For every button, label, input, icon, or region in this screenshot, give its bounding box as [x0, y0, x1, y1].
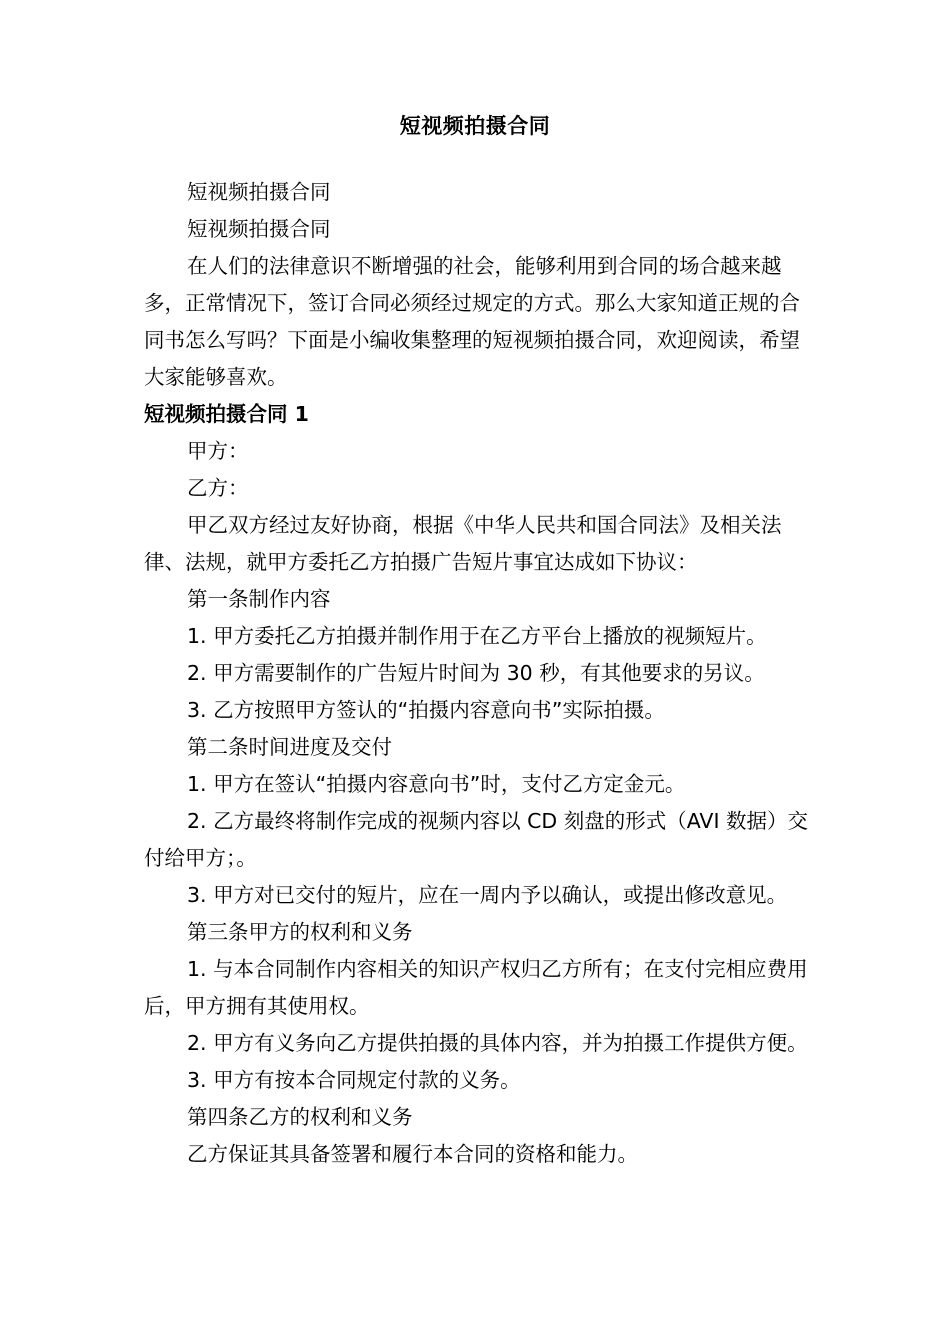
body-paragraph: 3. 乙方按照甲方签认的“拍摄内容意向书”实际拍摄。 — [187, 698, 665, 722]
document-title: 短视频拍摄合同 — [399, 114, 551, 138]
body-paragraph: 在人们的法律意识不断增强的社会，能够利用到合同的场合越来越多，正常情况下，签订合同必须经过规定的方式。那么大家知道正规的合同书怎么写吗？下面是小编收集整理的短视频拍摄合同，欢迎阅读，希望大家能够喜欢。 — [144, 254, 800, 389]
body-paragraph: 第三条甲方的权利和义务 — [187, 920, 413, 944]
body-paragraph: 短视频拍摄合同 — [187, 217, 331, 241]
body-paragraph: 1. 与本合同制作内容相关的知识产权归乙方所有；在支付完相应费用后，甲方拥有其使用权。 — [144, 957, 808, 1018]
body-paragraph: 甲方： — [187, 439, 249, 463]
body-paragraph: 3. 甲方有按本合同规定付款的义务。 — [187, 1068, 521, 1092]
body-paragraph: 乙方： — [187, 476, 249, 500]
body-paragraph: 第二条时间进度及交付 — [187, 735, 392, 759]
body-paragraph: 2. 甲方有义务向乙方提供拍摄的具体内容，并为拍摄工作提供方便。 — [187, 1031, 808, 1055]
body-paragraph: 2. 甲方需要制作的广告短片时间为 30 秒，有其他要求的另议。 — [187, 661, 765, 685]
body-paragraph: 3. 甲方对已交付的短片，应在一周内予以确认，或提出修改意见。 — [187, 883, 788, 907]
body-paragraph: 甲乙双方经过友好协商，根据《中华人民共和国合同法》及相关法律、法规，就甲方委托乙方拍摄广告短片事宜达成如下协议： — [144, 513, 782, 574]
body-paragraph: 1. 甲方委托乙方拍摄并制作用于在乙方平台上播放的视频短片。 — [187, 624, 767, 648]
body-paragraph: 2. 乙方最终将制作完成的视频内容以 CD 刻盘的形式（AVI 数据）交付给甲方；。 — [144, 809, 809, 870]
body-paragraph: 1. 甲方在签认“拍摄内容意向书”时，支付乙方定金元。 — [187, 772, 686, 796]
body-paragraph: 短视频拍摄合同 — [187, 180, 331, 204]
document-body — [144, 174, 820, 1173]
body-paragraph: 第一条制作内容 — [187, 587, 331, 611]
section-heading: 短视频拍摄合同 1 — [144, 402, 309, 426]
body-paragraph: 第四条乙方的权利和义务 — [187, 1105, 413, 1129]
body-paragraph: 乙方保证其具备签署和履行本合同的资格和能力。 — [187, 1142, 638, 1166]
